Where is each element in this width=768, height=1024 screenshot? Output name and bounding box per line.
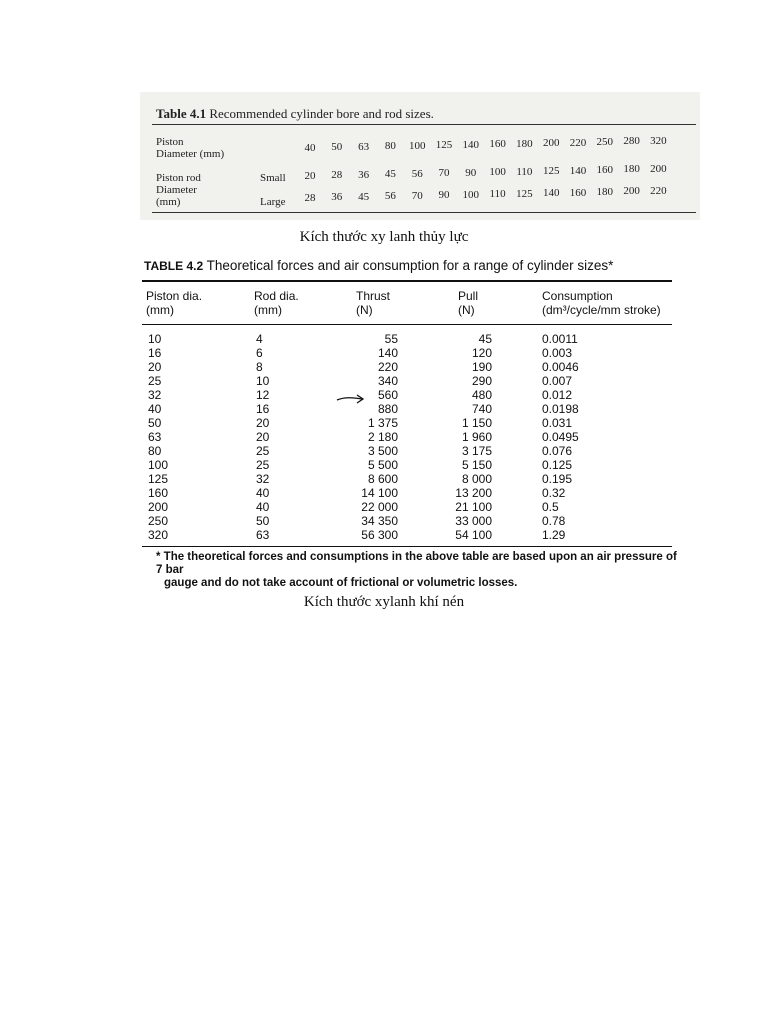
t41-piston-cell: 320 bbox=[650, 134, 667, 147]
cell-thrust: 34 350 bbox=[361, 514, 398, 528]
cell-rod: 16 bbox=[256, 402, 270, 416]
footnote: * The theoretical forces and consumptions in the above table are based upon an air pressure of 7 bar gauge and do not take account of frictional or volumetric losses. bbox=[156, 551, 677, 589]
cell-consumption: 0.0198 bbox=[542, 402, 579, 416]
t41-small-cell: 100 bbox=[489, 166, 506, 179]
t41-piston-cell: 50 bbox=[331, 141, 343, 154]
cell-pull: 1 150 bbox=[461, 416, 492, 430]
t41-small-cell: 110 bbox=[516, 165, 533, 178]
small-label: Small bbox=[260, 172, 286, 184]
cell-thrust: 1 375 bbox=[367, 416, 398, 430]
cell-piston: 20 bbox=[148, 360, 162, 374]
column-thrust bbox=[338, 332, 398, 542]
cell-piston: 100 bbox=[148, 458, 169, 472]
cell-consumption: 0.125 bbox=[542, 458, 573, 472]
large-label: Large bbox=[260, 196, 286, 208]
t41-large-cell: 100 bbox=[462, 188, 480, 201]
cell-piston: 16 bbox=[148, 346, 162, 360]
t41-small-cell: 160 bbox=[596, 163, 614, 176]
cell-piston: 10 bbox=[148, 332, 162, 346]
t41-large-cell: 56 bbox=[384, 190, 396, 203]
t41-large-cell: 70 bbox=[411, 189, 423, 202]
header-rod: Rod dia. (mm) bbox=[254, 289, 299, 317]
cell-pull: 3 175 bbox=[461, 444, 492, 458]
cell-pull: 45 bbox=[478, 332, 492, 346]
cell-piston: 50 bbox=[148, 416, 162, 430]
cell-consumption: 0.195 bbox=[542, 472, 573, 486]
cell-consumption: 1.29 bbox=[542, 528, 566, 542]
cell-thrust: 8 600 bbox=[367, 472, 398, 486]
t41-large-cell: 28 bbox=[304, 192, 316, 204]
t41-small-cell: 70 bbox=[438, 167, 450, 180]
t41-small-cell: 28 bbox=[331, 169, 343, 182]
cell-consumption: 0.5 bbox=[542, 500, 559, 514]
cell-pull: 1 960 bbox=[461, 430, 492, 444]
table-4-1 bbox=[140, 92, 700, 220]
cell-piston: 320 bbox=[148, 528, 169, 542]
t41-small-cell: 45 bbox=[384, 168, 396, 181]
cell-thrust: 22 000 bbox=[361, 500, 398, 514]
t41-piston-cell: 220 bbox=[569, 136, 587, 149]
cell-thrust: 56 300 bbox=[361, 528, 398, 542]
column-rod bbox=[256, 332, 286, 542]
cell-rod: 10 bbox=[256, 374, 270, 388]
cell-rod: 25 bbox=[256, 444, 270, 458]
cell-consumption: 0.78 bbox=[542, 514, 566, 528]
cell-consumption: 0.076 bbox=[542, 444, 573, 458]
cell-rod: 20 bbox=[256, 416, 270, 430]
t41-piston-cell: 140 bbox=[462, 138, 480, 151]
t41-large-cell: 180 bbox=[596, 185, 614, 198]
t41-large-cell: 200 bbox=[623, 185, 640, 198]
cell-pull: 480 bbox=[471, 388, 492, 402]
cell-rod: 32 bbox=[256, 472, 270, 486]
t41-piston-cell: 40 bbox=[304, 142, 316, 154]
t41-small-cell: 125 bbox=[542, 165, 560, 178]
cell-thrust: 2 180 bbox=[367, 430, 398, 444]
cell-rod: 4 bbox=[256, 332, 263, 346]
t41-small-cell: 36 bbox=[358, 168, 370, 181]
t41-large-cell: 160 bbox=[569, 186, 587, 199]
t41-large-cell: 220 bbox=[650, 184, 667, 197]
table-4-2-caption: TABLE 4.2 Theoretical forces and air consumption for a range of cylinder sizes* bbox=[144, 258, 614, 273]
cell-rod: 40 bbox=[256, 500, 270, 514]
handwritten-arrow-icon bbox=[336, 391, 366, 405]
cell-consumption: 0.0011 bbox=[542, 332, 578, 346]
table-4-1-caption: Table 4.1 Recommended cylinder bore and rod sizes. bbox=[156, 106, 434, 121]
cell-consumption: 0.031 bbox=[542, 416, 573, 430]
cell-pull: 290 bbox=[471, 374, 492, 388]
t41-large-cell: 45 bbox=[358, 190, 370, 203]
t41-piston-cell: 80 bbox=[384, 140, 396, 153]
caption-pneumatic: Kích thước xylanh khí nén bbox=[303, 594, 465, 610]
t41-small-cell: 56 bbox=[411, 167, 423, 180]
cell-thrust: 340 bbox=[377, 374, 398, 388]
cell-thrust: 560 bbox=[377, 388, 398, 402]
cell-thrust: 140 bbox=[377, 346, 398, 360]
cell-piston: 63 bbox=[148, 430, 162, 444]
piston-rod-label: Piston rod Diameter (mm) bbox=[156, 172, 201, 208]
t41-piston-cell: 180 bbox=[516, 137, 533, 150]
cell-pull: 120 bbox=[471, 346, 492, 360]
header-bottom-rule bbox=[142, 324, 672, 325]
cell-consumption: 0.012 bbox=[542, 388, 573, 402]
cell-thrust: 55 bbox=[384, 332, 398, 346]
cell-thrust: 880 bbox=[377, 402, 398, 416]
column-consumption bbox=[542, 332, 622, 542]
cell-consumption: 0.003 bbox=[542, 346, 573, 360]
cell-rod: 12 bbox=[256, 388, 270, 402]
cell-pull: 190 bbox=[471, 360, 492, 374]
cell-pull: 33 000 bbox=[455, 514, 492, 528]
t41-large-cell: 36 bbox=[331, 191, 343, 204]
t41-small-cell: 20 bbox=[304, 170, 316, 182]
t41-small-cell: 200 bbox=[650, 162, 667, 175]
cell-piston: 32 bbox=[148, 388, 162, 402]
cell-pull: 54 100 bbox=[455, 528, 492, 542]
cell-piston: 250 bbox=[148, 514, 169, 528]
t41-piston-cell: 63 bbox=[358, 140, 370, 153]
cell-piston: 25 bbox=[148, 374, 162, 388]
cell-consumption: 0.0495 bbox=[542, 430, 579, 444]
t41-large-cell: 140 bbox=[542, 187, 560, 200]
t41-small-cell: 90 bbox=[465, 166, 477, 179]
header-top-rule bbox=[142, 280, 672, 282]
cell-rod: 40 bbox=[256, 486, 270, 500]
t41-small-cell: 180 bbox=[623, 163, 640, 176]
cell-pull: 13 200 bbox=[455, 486, 492, 500]
cell-piston: 40 bbox=[148, 402, 162, 416]
header-pull: Pull (N) bbox=[458, 289, 479, 317]
cell-pull: 21 100 bbox=[455, 500, 492, 514]
t41-large-cell: 110 bbox=[489, 188, 506, 201]
cell-consumption: 0.32 bbox=[542, 486, 566, 500]
cell-consumption: 0.007 bbox=[542, 374, 573, 388]
t41-piston-cell: 200 bbox=[542, 137, 560, 150]
cell-piston: 125 bbox=[148, 472, 169, 486]
cell-rod: 25 bbox=[256, 458, 270, 472]
cell-piston: 80 bbox=[148, 444, 162, 458]
cell-pull: 8 000 bbox=[461, 472, 492, 486]
cell-thrust: 14 100 bbox=[361, 486, 398, 500]
table-4-2 bbox=[138, 254, 678, 589]
cell-thrust: 220 bbox=[377, 360, 398, 374]
cell-thrust: 3 500 bbox=[367, 444, 398, 458]
header-thrust: Thrust (N) bbox=[356, 289, 391, 317]
t41-large-cell: 90 bbox=[438, 189, 450, 202]
t41-small-cell: 140 bbox=[569, 164, 587, 177]
cell-rod: 63 bbox=[256, 528, 270, 542]
column-piston bbox=[148, 332, 188, 542]
cell-pull: 5 150 bbox=[461, 458, 492, 472]
piston-diameter-label: Piston Diameter (mm) bbox=[156, 136, 225, 160]
table-bottom-rule bbox=[142, 546, 672, 547]
header-consumption: Consumption (dm³/cycle/mm stroke) bbox=[542, 289, 661, 317]
header-piston: Piston dia. (mm) bbox=[146, 289, 203, 317]
top-rule bbox=[152, 124, 696, 125]
column-pull bbox=[434, 332, 492, 542]
t41-piston-cell: 280 bbox=[623, 135, 640, 148]
t41-large-cell: 125 bbox=[516, 187, 533, 200]
cell-consumption: 0.0046 bbox=[542, 360, 579, 374]
cell-rod: 50 bbox=[256, 514, 270, 528]
t41-piston-cell: 100 bbox=[408, 139, 426, 152]
t41-piston-cell: 160 bbox=[489, 138, 506, 151]
cell-rod: 6 bbox=[256, 346, 263, 360]
caption-hydraulic: Kích thước xy lanh thủy lực bbox=[299, 229, 469, 245]
bottom-rule bbox=[152, 212, 696, 213]
cell-piston: 200 bbox=[148, 500, 169, 514]
cell-rod: 8 bbox=[256, 360, 263, 374]
cell-rod: 20 bbox=[256, 430, 270, 444]
cell-piston: 160 bbox=[148, 486, 169, 500]
cell-thrust: 5 500 bbox=[367, 458, 398, 472]
t41-piston-cell: 125 bbox=[435, 139, 453, 152]
cell-pull: 740 bbox=[471, 402, 492, 416]
t41-piston-cell: 250 bbox=[596, 135, 614, 148]
